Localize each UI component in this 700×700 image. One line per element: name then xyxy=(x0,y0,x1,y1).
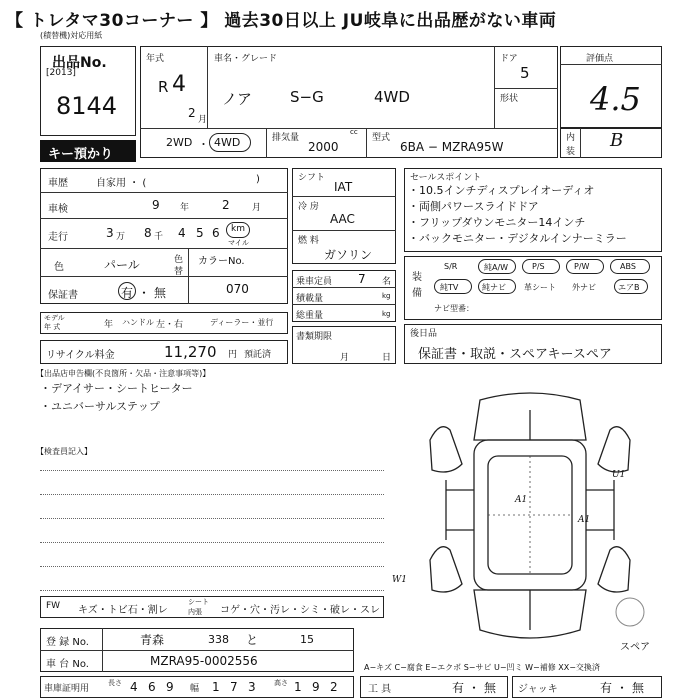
inspector-label: 【検査員記入】 xyxy=(36,447,92,456)
docs-label: 書類期限 xyxy=(296,332,333,342)
car-grade: S−G xyxy=(290,88,324,106)
equip-airbag: エアB xyxy=(618,283,640,292)
note-2: ・ユニバーサルステップ xyxy=(40,400,160,413)
car-drive: 4WD xyxy=(374,88,410,106)
year-era: R xyxy=(158,78,169,96)
model-year-handle: ハンドル xyxy=(122,318,154,327)
warranty-no: 無 xyxy=(154,286,167,300)
inspection-year: 9 xyxy=(152,198,160,212)
equipment-label-2: 備 xyxy=(412,288,422,299)
tools-sep: ・ xyxy=(468,681,481,695)
interior-value: B xyxy=(610,130,624,151)
lot-number: 8144 xyxy=(56,92,118,120)
drive-opt-4wd: 4WD xyxy=(214,136,241,149)
spare-label: スペア xyxy=(620,642,650,653)
cert-hgt-3: 2 xyxy=(330,680,338,694)
fw-sheet-items: コゲ・穴・汚レ・シミ・破レ・スレ xyxy=(220,605,380,616)
mileage-u2: 千 xyxy=(154,232,164,242)
model-year-dealer: ディーラー・並行 xyxy=(210,318,274,327)
notes-label: 【出品店申告欄(不良箇所・欠品・注意事項等)】 xyxy=(36,369,211,378)
equip-navi: 純ナビ xyxy=(482,283,506,292)
banner: 【 トレタマ30コーナー 】 過去30日以上 JU岐阜に出品歴がない車両 xyxy=(6,11,557,31)
cert-hgt-label: 高さ xyxy=(274,679,288,687)
paint-label-1: 色 xyxy=(174,255,184,265)
docs-month: 月 xyxy=(340,353,350,363)
cert-len-2: 6 xyxy=(148,680,156,694)
car-label: 車名・グレード xyxy=(214,54,278,64)
cert-len-1: 4 xyxy=(130,680,138,694)
registration-pref: 青森 xyxy=(140,633,165,647)
displacement-unit: cc xyxy=(350,128,358,136)
mark-a1-top: A1 xyxy=(515,495,528,505)
color-value: パール xyxy=(104,258,140,272)
year-value: 4 xyxy=(172,72,186,97)
year-month: 2 xyxy=(188,106,196,120)
interior-label-2: 装 xyxy=(566,147,576,157)
mileage-v4: 5 xyxy=(196,226,204,240)
drive-opt-2wd: 2WD xyxy=(166,136,193,149)
load-label: 積載量 xyxy=(296,294,324,304)
color-label: 色 xyxy=(54,262,64,273)
equip-leather: 革シート xyxy=(524,283,556,292)
shift-label: シフト xyxy=(298,173,326,183)
key-badge-label: キー預かり xyxy=(48,147,114,162)
lot-year-tag: [2013] xyxy=(46,68,76,78)
cert-len-3: 9 xyxy=(166,680,174,694)
damage-legend: A−キズ C−腐食 E−エクボ S−サビ U−凹ミ W−補修 XX−交換済 xyxy=(364,663,600,672)
mileage-u1: 万 xyxy=(116,232,126,242)
gross-unit: kg xyxy=(382,310,391,318)
doors-value: 5 xyxy=(520,64,530,82)
lot-label: 出品No. xyxy=(52,55,107,71)
recycle-label: リサイクル料金 xyxy=(46,350,115,361)
sub-note: (積替機)対応用紙 xyxy=(40,31,103,40)
equip-abs: ABS xyxy=(620,262,636,271)
recycle-unit: 円 xyxy=(228,350,238,360)
accessories-value: 保証書・取説・スペアキースペア xyxy=(418,347,612,362)
inspection-month-unit: 月 xyxy=(252,203,262,213)
warranty-sep: ・ xyxy=(138,286,151,300)
warranty-label: 保証書 xyxy=(48,290,78,301)
inspection-label: 車検 xyxy=(48,204,68,215)
equip-navi-model: ナビ型番： xyxy=(434,304,474,313)
fw-sheet-label-1: シート xyxy=(188,598,209,606)
color-no: 070 xyxy=(226,282,249,296)
inspection-month: 2 xyxy=(222,198,230,212)
mileage-v3: 4 xyxy=(178,226,186,240)
tools-label: 工 具 xyxy=(368,684,392,695)
history-value: 自家用 ・ ( xyxy=(96,178,147,189)
model-value: 6BA − MZRA95W xyxy=(400,140,504,154)
year-label: 年式 xyxy=(146,54,165,64)
cert-wid-1: 1 xyxy=(212,680,220,694)
selling-point-2: ・両側パワースライドドア xyxy=(408,200,539,213)
history-label: 車歴 xyxy=(48,178,68,189)
inspection-year-unit: 年 xyxy=(180,203,190,213)
jack-sep: ・ xyxy=(616,681,629,695)
warranty-yes: 有 xyxy=(121,286,134,300)
model-year-lr: 左・右 xyxy=(156,320,184,330)
year-month-unit: 月 xyxy=(198,115,208,125)
fw-items: キズ・トビ石・割レ xyxy=(78,605,168,616)
registration-label: 登 録 No. xyxy=(46,637,89,648)
score-label: 評価点 xyxy=(586,54,614,64)
mileage-v5: 6 xyxy=(212,226,220,240)
cert-wid-3: 3 xyxy=(248,680,256,694)
mileage-v2: 8 xyxy=(144,226,152,240)
model-year-label-1: モデル xyxy=(44,314,65,322)
history-close: ) xyxy=(256,174,260,185)
car-diagram xyxy=(410,380,650,660)
gross-label: 総重量 xyxy=(296,311,324,321)
fuel-value: ガソリン xyxy=(324,248,373,262)
paint-label-2: 替 xyxy=(174,267,184,277)
ac-label: 冷 房 xyxy=(298,202,319,212)
recycle-value: 11,270 xyxy=(164,343,217,361)
doors-label: ドア xyxy=(500,54,518,64)
mileage-v1: 3 xyxy=(106,226,114,240)
color-no-label: カラーNo. xyxy=(198,256,245,267)
cert-wid-label: 幅 xyxy=(190,684,200,694)
mark-w1: W1 xyxy=(392,575,407,585)
model-year-label-2: 年 式 xyxy=(44,323,61,331)
chassis-label: 車 台 No. xyxy=(46,659,89,670)
fuel-label: 燃 料 xyxy=(298,236,319,246)
equip-ext-navi: 外ナビ xyxy=(572,283,596,292)
equip-aw: 純A/W xyxy=(484,263,509,272)
drive-sep: ・ xyxy=(198,138,209,151)
shift-value: IAT xyxy=(334,180,353,194)
cert-wid-2: 7 xyxy=(230,680,238,694)
capacity-unit: 名 xyxy=(382,277,392,287)
displacement-value: 2000 xyxy=(308,140,339,154)
cert-label: 車庫証明用 xyxy=(44,684,90,694)
equip-ps: P/S xyxy=(532,262,545,271)
mileage-unit2: マイル xyxy=(228,239,249,247)
shape-label: 形状 xyxy=(500,94,519,104)
ac-value: AAC xyxy=(330,212,355,226)
equip-tv: 純TV xyxy=(440,283,459,292)
car-name: ノア xyxy=(222,90,253,108)
note-1: ・デアイサー・シートヒーター xyxy=(40,382,193,395)
equip-pw: P/W xyxy=(574,262,590,271)
score-value: 4.5 xyxy=(590,80,641,118)
selling-point-1: ・10.5インチディスプレイオーディオ xyxy=(408,184,595,197)
tools-no: 無 xyxy=(484,681,497,695)
cert-hgt-1: 1 xyxy=(294,680,302,694)
load-unit: kg xyxy=(382,292,391,300)
registration-num1: 338 xyxy=(208,633,229,646)
mark-a1-right: A1 xyxy=(578,515,591,525)
equip-sr: S/R xyxy=(444,262,458,271)
cert-hgt-2: 9 xyxy=(312,680,320,694)
jack-no: 無 xyxy=(632,681,645,695)
jack-yes: 有 xyxy=(600,681,613,695)
selling-points-label: セールスポイント xyxy=(410,173,482,183)
chassis-value: MZRA95-0002556 xyxy=(150,654,258,668)
model-label: 型式 xyxy=(372,133,391,143)
displacement-label: 排気量 xyxy=(272,133,300,143)
mileage-label: 走行 xyxy=(48,232,68,243)
selling-point-3: ・フリップダウンモニター14インチ xyxy=(408,216,586,229)
fw-label: FW xyxy=(46,601,61,611)
docs-day: 日 xyxy=(382,353,392,363)
model-year-year: 年 xyxy=(104,320,114,330)
capacity-value: 7 xyxy=(358,272,366,286)
mark-u1: U1 xyxy=(612,470,626,480)
mileage-unit: km xyxy=(231,224,245,234)
accessories-label: 後日品 xyxy=(410,329,438,339)
registration-num2: 15 xyxy=(300,633,314,646)
selling-point-4: ・バックモニター・デジタルインナーミラー xyxy=(408,232,627,245)
recycle-note: 預託済 xyxy=(244,350,272,360)
fw-sheet-label-2: 内張 xyxy=(188,608,202,616)
tools-yes: 有 xyxy=(452,681,465,695)
jack-label: ジャッキ xyxy=(518,684,558,695)
capacity-label: 乗車定員 xyxy=(296,277,333,287)
registration-kana: と xyxy=(246,633,259,647)
equipment-label-1: 装 xyxy=(412,272,422,283)
interior-label-1: 内 xyxy=(566,133,576,143)
cert-len-label: 長さ xyxy=(108,679,122,687)
